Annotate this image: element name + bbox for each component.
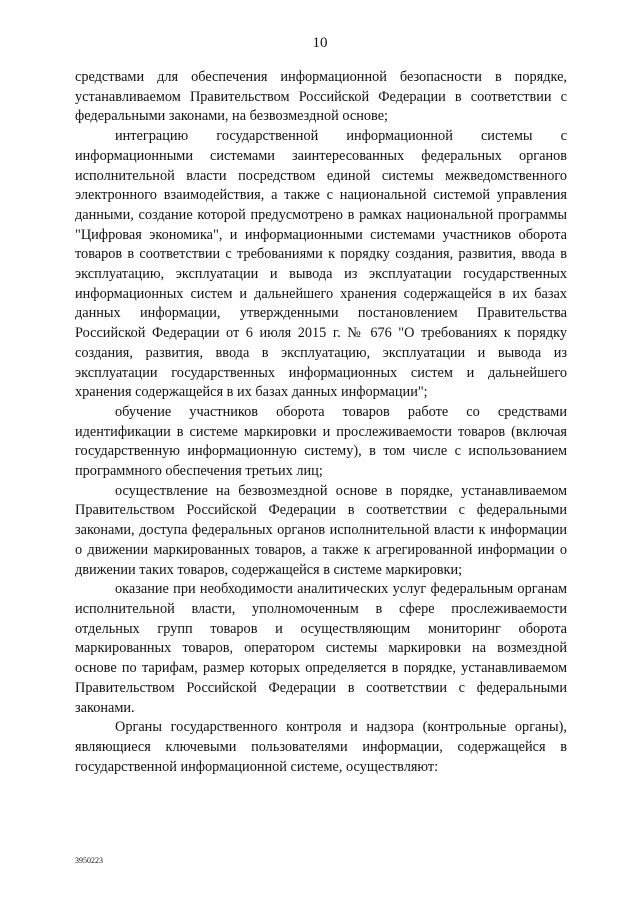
paragraph-control-bodies: Органы государственного контроля и надзора (контрольные органы), являющиеся ключевыми пользователями информации, содержащейся в государственной информационной системе, осуществляют: (75, 719, 567, 775)
paragraph-access: осуществление на безвозмездной основе в порядке, устанавливаемом Правительством Российской Федерации в соответствии с федеральными законами, доступа федеральных органов исполнительной власти к информации о движении маркированных товаров, а также к агрегированной информации о движении таких товаров, содержащейся в системе маркировки; (75, 482, 567, 578)
paragraph-analytics: оказание при необходимости аналитических услуг федеральным органам исполнительной власти, уполномоченным в сфере прослеживаемости отдельных групп товаров и осуществляющим мониторинг оборота маркированных товаров, оператором системы маркировки на возмездной основе по тарифам, размер которых определяется в порядке, устанавливаемом Правительством Российской Федерации в соответствии с федеральными законами. (75, 581, 567, 716)
page-number: 10 (312, 35, 328, 51)
paragraph-continuation: средствами для обеспечения информационной безопасности в порядке, устанавливаемом Правительством Российской Федерации в соответствии с федеральными законами, на безвозмездной основе; (75, 69, 567, 125)
paragraph-integration: интеграцию государственной информационной системы с информационными системами заинтересованных федеральных органов исполнительной власти посредством единой системы межведомственного электронного взаимодействия, а также с национальной системой управления данными, создание которой предусмотрено в рамках национальной программы "Цифровая экономика", и информационными системами участников оборота товаров в соответствии с требованиями к порядку создания, развития, ввода в эксплуатацию, эксплуатации и вывода из эксплуатации государственных информационных систем и дальнейшего хранения содержащейся в их базах данных информации, утвержденными постановлением Правительства Российской Федерации от 6 июля 2015 г. № 676 "О требованиях к порядку создания, развития, ввода в эксплуатацию, эксплуатации и вывода из эксплуатации государственных информационных систем и дальнейшего хранения содержащейся в их базах данных информации"; (75, 128, 567, 401)
document-body (75, 68, 567, 777)
paragraph-training: обучение участников оборота товаров работе со средствами идентификации в системе маркировки и прослеживаемости товаров (включая государственную информационную систему), в том числе с использованием программного обеспечения третьих лиц; (75, 403, 567, 480)
document-code: 3950223 (75, 856, 103, 865)
